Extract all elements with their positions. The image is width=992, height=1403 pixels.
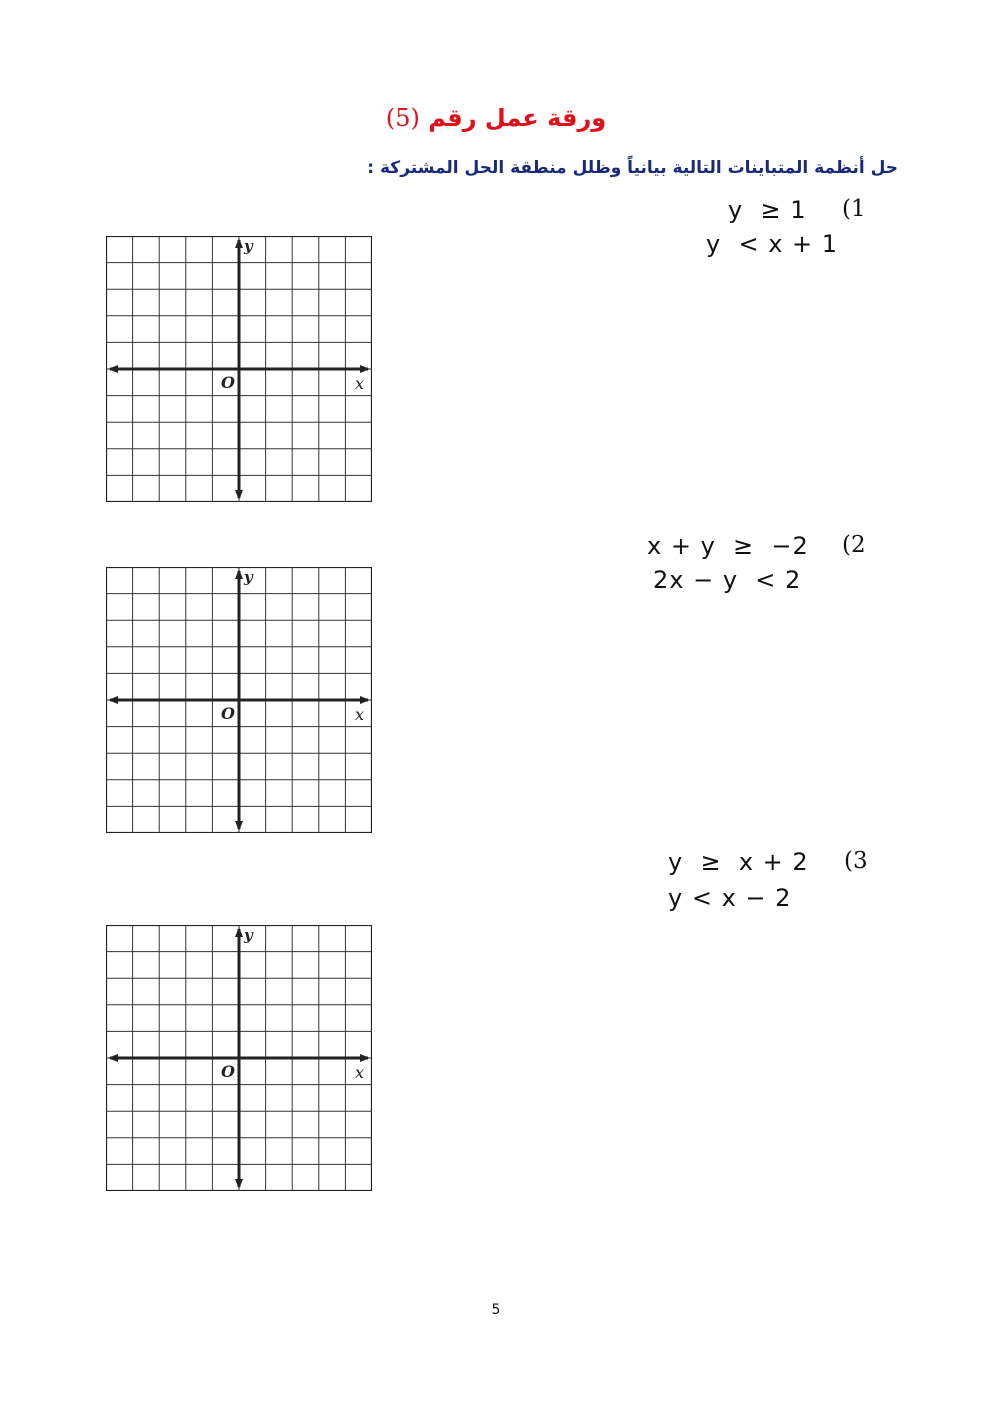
inequality-1: y ≥ x + 2 xyxy=(668,848,809,876)
coordinate-grid-1[interactable] xyxy=(106,236,372,502)
x-axis-label: x xyxy=(355,374,365,393)
origin-label: O xyxy=(221,1062,235,1081)
coordinate-grid-2[interactable] xyxy=(106,567,372,833)
inequality-2: y < x − 2 xyxy=(668,884,792,912)
instructions: حل أنظمة المتباينات التالية بيانياً وظلل منطقة الحل المشتركة : xyxy=(367,158,898,178)
problem-number: (3 xyxy=(844,848,868,874)
page-number: 5 xyxy=(491,1302,501,1318)
problem-number: (1 xyxy=(842,196,866,222)
y-axis-label: y xyxy=(244,568,253,586)
inequality-1: x + y ≥ −2 xyxy=(647,532,809,560)
x-axis-label: x xyxy=(355,705,365,724)
inequality-2: y < x + 1 xyxy=(706,230,839,258)
y-axis-label: y xyxy=(244,237,253,255)
title-number: (5) xyxy=(385,104,420,132)
origin-label: O xyxy=(221,373,235,392)
inequality-1: y ≥ 1 xyxy=(728,196,807,224)
y-axis-label: y xyxy=(244,926,253,944)
coordinate-grid-3[interactable] xyxy=(106,925,372,1191)
x-axis-label: x xyxy=(355,1063,365,1082)
origin-label: O xyxy=(221,704,235,723)
problem-number: (2 xyxy=(842,532,866,558)
inequality-2: 2x − y < 2 xyxy=(653,566,802,594)
worksheet-title xyxy=(0,104,992,132)
title-text: ورقة عمل رقم xyxy=(428,104,607,132)
